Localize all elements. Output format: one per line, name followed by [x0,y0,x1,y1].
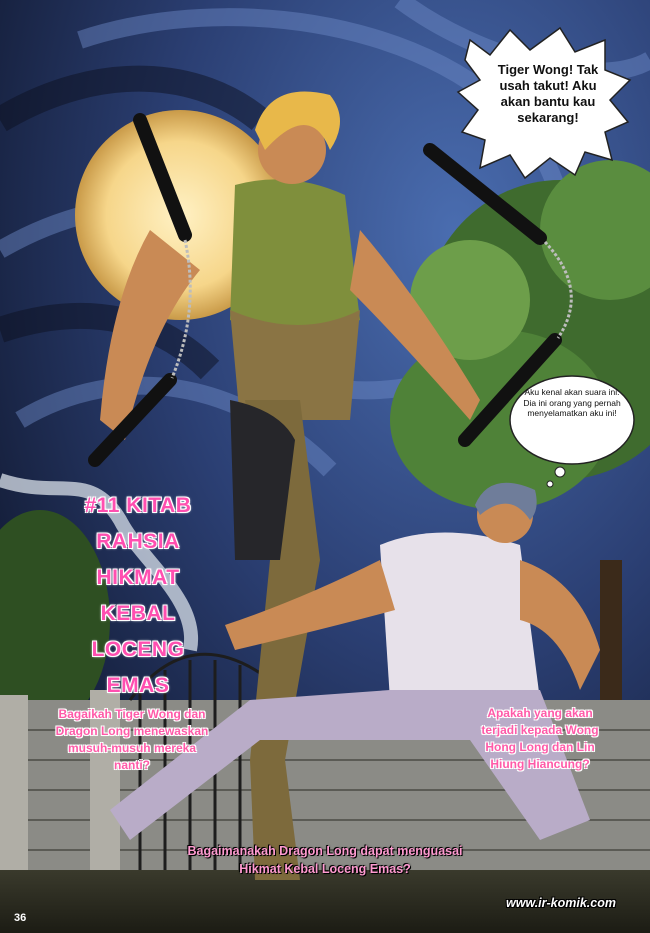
speech-bubble-2-text: Aku kenal akan suara ini. Dia ini orang yang pernah menyelamatkan aku ini! [523,387,621,418]
caption-left: Bagaikah Tiger Wong dan Dragon Long menewaskan musuh-musuh mereka nanti? [55,707,209,772]
title-line: LOCENG [91,638,185,661]
chapter-title [58,488,218,704]
website-watermark: www.ir-komik.com [506,896,616,910]
title-line: HIKMAT [96,566,180,589]
title-line: RAHSIA [96,530,180,553]
caption-bottom: Bagaimanakah Dragon Long dapat menguasai Hikmat Kebal Loceng Emas? [187,844,463,876]
caption-right: Apakah yang akan terjadi kepada Wong Hong Long dan Lin Hiung Hiancung? [481,706,599,771]
title-line: KEBAL [100,602,176,625]
title-line: #11 KITAB [84,494,192,517]
page-number: 36 [14,912,27,924]
speech-bubble-1-text: Tiger Wong! Tak usah takut! Aku akan bantu kau sekarang! [497,62,599,125]
title-line: EMAS [106,674,170,697]
